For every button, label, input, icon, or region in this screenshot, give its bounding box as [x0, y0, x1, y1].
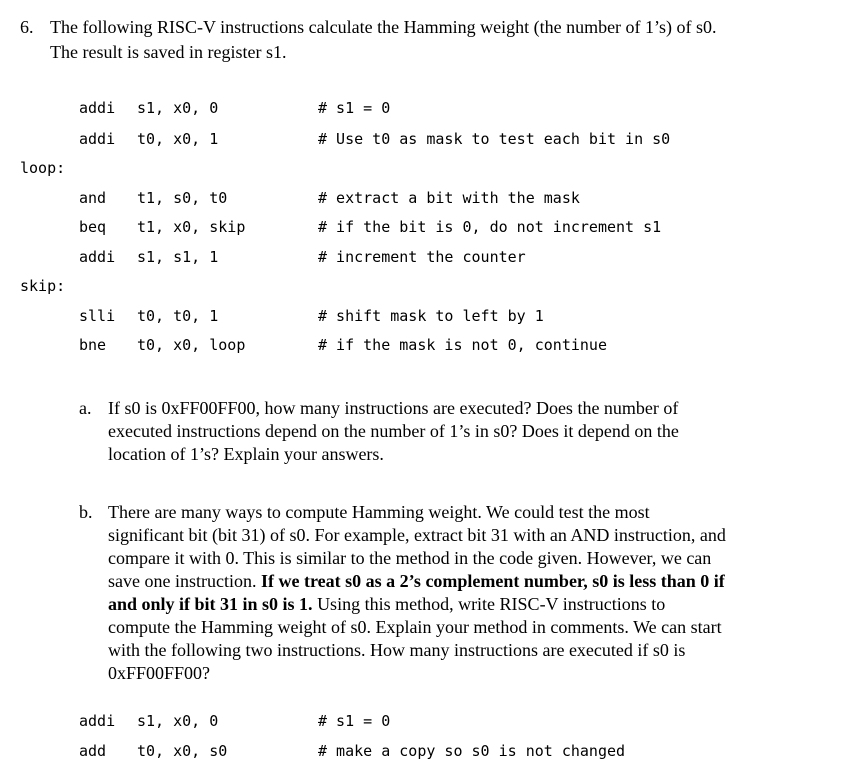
code-label-loop: loop: — [20, 159, 66, 177]
part-a-line-3: location of 1’s? Explain your answers. — [108, 444, 384, 464]
code-op: addi — [79, 248, 116, 266]
part-b-line-3: compare it with 0. This is similar to the method in the code given. However, we can — [108, 548, 712, 568]
code-comment: # if the bit is 0, do not increment s1 — [318, 218, 662, 236]
question-line-1: The following RISC-V instructions calculate the Hamming weight (the number of 1’s) of s0. — [50, 17, 717, 37]
code-args: s1, s1, 1 — [137, 248, 219, 266]
part-b-line-7: with the following two instructions. How many instructions are executed if s0 is — [108, 640, 686, 660]
part-b-line-8: 0xFF00FF00? — [108, 663, 211, 683]
part-a-line-2: executed instructions depend on the number of 1’s in s0? Does it depend on the — [108, 421, 679, 441]
code-comment: # shift mask to left by 1 — [318, 307, 544, 325]
question-line-2: The result is saved in register s1. — [50, 42, 287, 62]
part-b-line-5 — [108, 593, 665, 616]
code-args: s1, x0, 0 — [137, 712, 219, 730]
code-args: s1, x0, 0 — [137, 99, 219, 117]
code-args: t0, x0, 1 — [137, 130, 219, 148]
part-a-line-1: If s0 is 0xFF00FF00, how many instructions are executed? Does the number of — [108, 398, 679, 418]
part-b-line-4-plain: save one instruction. — [108, 571, 261, 591]
part-b-line-4 — [108, 570, 725, 593]
code-op: add — [79, 742, 107, 760]
part-b-line-6: compute the Hamming weight of s0. Explain your method in comments. We can start — [108, 617, 722, 637]
code-comment: # if the mask is not 0, continue — [318, 336, 607, 354]
code-comment: # extract a bit with the mask — [318, 189, 580, 207]
code-args: t1, x0, skip — [137, 218, 246, 236]
code-comment: # s1 = 0 — [318, 99, 391, 117]
code-label-skip: skip: — [20, 277, 66, 295]
code-args: t0, x0, s0 — [137, 742, 228, 760]
code-comment: # make a copy so s0 is not changed — [318, 742, 626, 760]
code-args: t0, x0, loop — [137, 336, 246, 354]
part-b-line-5-plain: Using this method, write RISC-V instructions to — [312, 594, 666, 614]
code-comment: # increment the counter — [318, 248, 526, 266]
code-op: addi — [79, 99, 116, 117]
code-args: t1, s0, t0 — [137, 189, 228, 207]
code-comment: # s1 = 0 — [318, 712, 391, 730]
part-b-line-1: There are many ways to compute Hamming weight. We could test the most — [108, 502, 650, 522]
code-op: addi — [79, 130, 116, 148]
code-comment: # Use t0 as mask to test each bit in s0 — [318, 130, 671, 148]
part-b-letter: b. — [79, 502, 93, 522]
code-args: t0, t0, 1 — [137, 307, 219, 325]
part-a-letter: a. — [79, 398, 92, 418]
part-b-line-5-bold: and only if bit 31 in s0 is 1. — [108, 594, 313, 614]
code-op: and — [79, 189, 107, 207]
question-number: 6. — [20, 17, 34, 37]
code-op: slli — [79, 307, 116, 325]
part-b-line-2: significant bit (bit 31) of s0. For example, extract bit 31 with an AND instruction, and — [108, 525, 726, 545]
code-op: bne — [79, 336, 107, 354]
code-op: beq — [79, 218, 107, 236]
code-op: addi — [79, 712, 116, 730]
part-b-line-4-bold: If we treat s0 as a 2’s complement number, s0 is less than 0 if — [260, 571, 725, 591]
